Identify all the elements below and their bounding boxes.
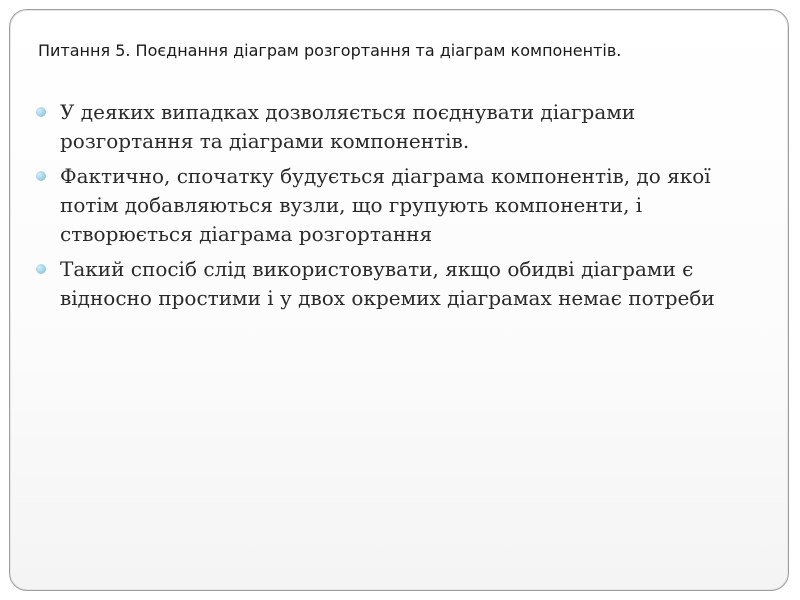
bullet-text: Такий спосіб слід використовувати, якщо обидві діаграми є відносно простими і у двох окремих діаграмах немає потреби — [60, 257, 715, 310]
bullet-text: У деяких випадках дозволяється поєднувати діаграми розгортання та діаграми компонентів. — [60, 100, 636, 153]
bullet-text: Фактично, спочатку будується діаграма компонентів, до якої потім добавляються вузли, що групують компоненти, і створюється діаграма розгортання — [60, 164, 711, 246]
slide-title: Питання 5. Поєднання діаграм розгортання та діаграм компонентів. — [38, 41, 622, 60]
slide-frame — [9, 9, 789, 591]
bullet-list — [34, 98, 774, 319]
circle-bullet-icon — [36, 264, 46, 274]
bullet-item — [34, 255, 774, 313]
circle-bullet-icon — [36, 171, 46, 181]
bullet-item — [34, 98, 774, 156]
bullet-item — [34, 162, 774, 249]
circle-bullet-icon — [36, 107, 46, 117]
